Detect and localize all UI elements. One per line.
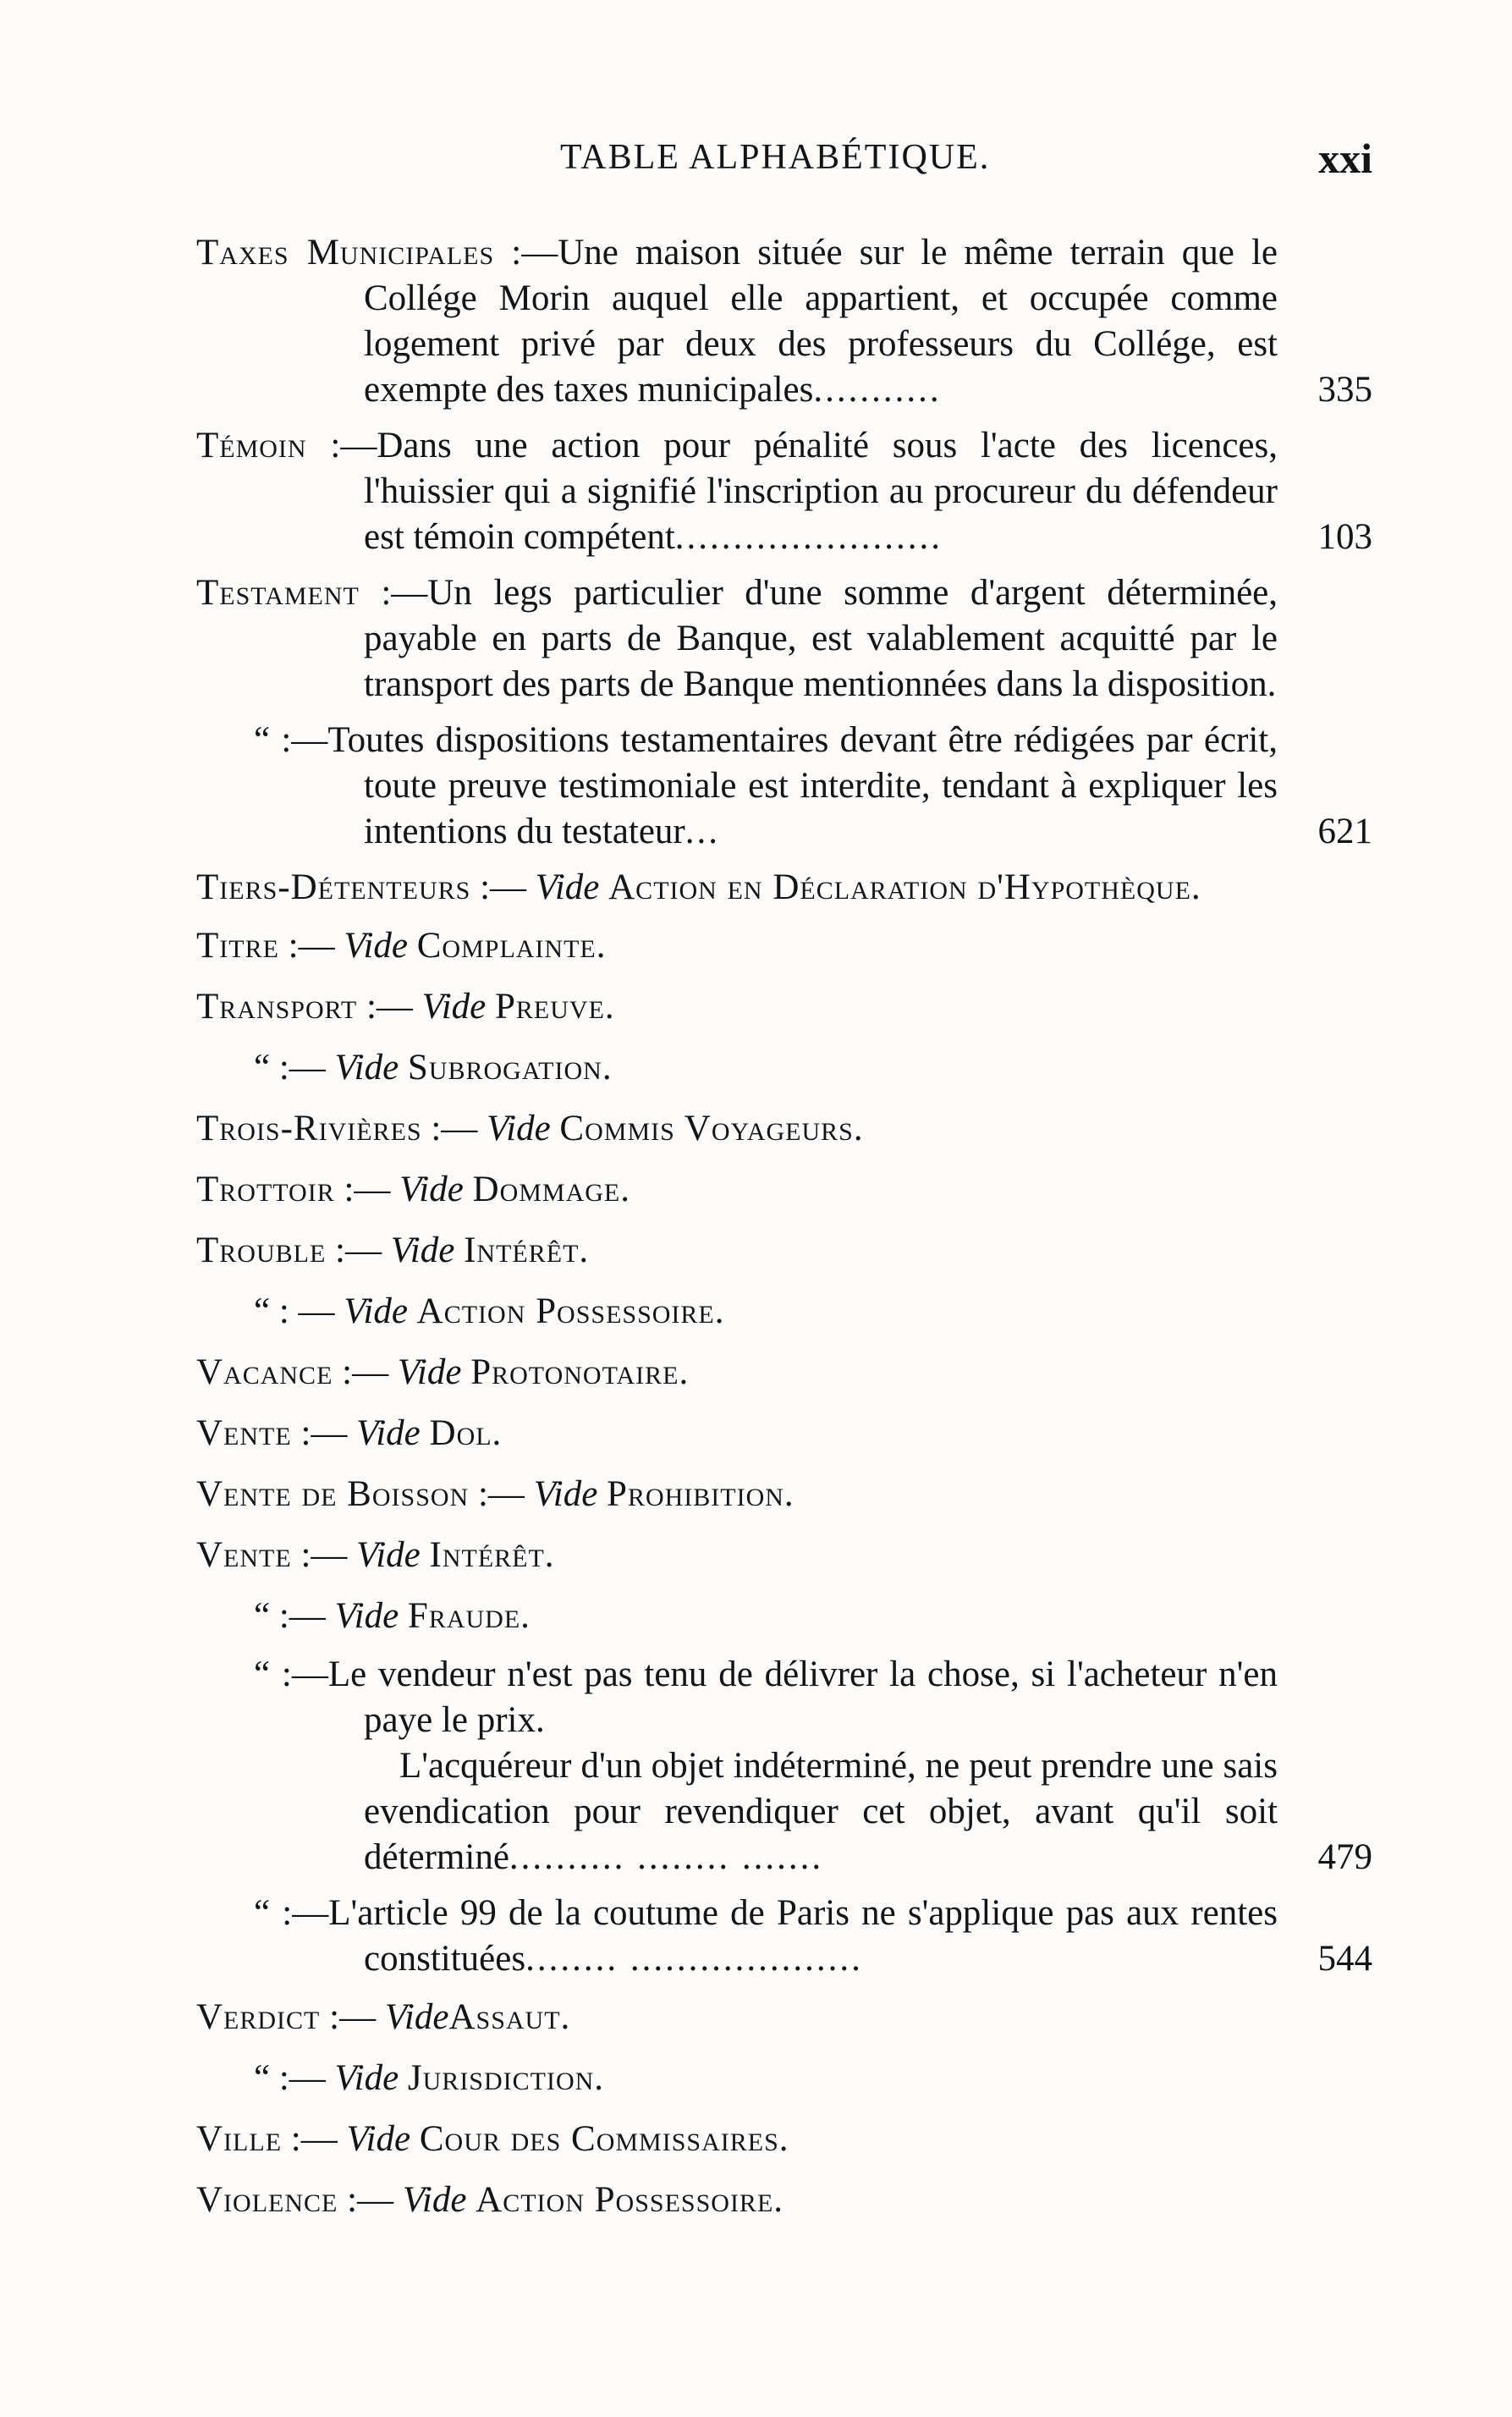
cross-reference: Jurisdiction. [407, 2058, 605, 2098]
entry-heading: Testament [196, 573, 360, 613]
entry-separator: :— [359, 573, 428, 613]
page-number: xxi [1318, 135, 1372, 182]
entry-heading: Trois-Rivières [196, 1109, 422, 1148]
vide-label: Vide [402, 2180, 467, 2220]
vide-label: Vide [356, 1413, 421, 1453]
entry-text: Une maison située sur le même terrain que le Collége Morin auquel elle appartient, et occupée comme logement privé par deux des professeurs du Collége, est exempte des taxes municipales [364, 233, 1278, 410]
entry-text: Dans une action pour pénalité sous l'acte des licences, l'huissier qui a signifié l'inscription au procureur du défendeur est témoin compétent [364, 426, 1278, 557]
entry-text: Un legs particulier d'une somme d'argent déterminée, payable en parts de Banque, est valablement acquitté par le transport des parts de Banque mentionnées dans la disposition. [364, 573, 1278, 704]
vide-label: Vide [421, 987, 487, 1027]
ditto-mark: “ [254, 2058, 271, 2098]
index-entry [196, 921, 1372, 972]
cross-reference: Action Possessoire. [416, 1291, 725, 1331]
index-entry [196, 423, 1372, 560]
entry-separator: :— [270, 1654, 328, 1694]
entry-heading: Verdict [196, 1997, 321, 2037]
vide-label: Vide [397, 1352, 462, 1392]
ditto-mark: “ [254, 1291, 271, 1331]
entry-heading: Titre [196, 926, 279, 966]
entry-page-number: 335 [1317, 370, 1372, 410]
vide-label: Vide [533, 1474, 598, 1514]
ditto-mark: “ [254, 1596, 271, 1636]
index-entry [196, 1104, 1372, 1154]
entry-heading: Témoin [196, 426, 307, 465]
cross-reference: Assaut. [448, 1997, 571, 2037]
entry-separator: :— [291, 1535, 357, 1575]
entry-separator: :— [357, 987, 422, 1027]
index-entry [196, 865, 1372, 911]
index-entry [196, 2175, 1372, 2226]
entry-heading: Vacance [196, 1352, 333, 1392]
entry-separator: :— [494, 233, 558, 273]
entry-text: Toutes dispositions testamentaires devant être rédigées par écrit, toute preuve testimoniale est interdite, tendant à expliquer les intentions du testateur [327, 720, 1278, 851]
running-title: TABLE ALPHABÉTIQUE. [560, 138, 991, 177]
entry-heading: Vente [196, 1535, 292, 1575]
entry-separator: :— [421, 1109, 487, 1148]
index-entry-ditto [196, 1286, 1372, 1337]
entry-separator: :— [470, 867, 536, 907]
index-entry-ditto [196, 1891, 1372, 1982]
leader-dots: ... [685, 812, 721, 851]
entry-page-number: 544 [1317, 1939, 1372, 1979]
vide-label: Vide [356, 1535, 421, 1575]
cross-reference: Prohibition. [607, 1474, 794, 1514]
index-entry [196, 1347, 1372, 1398]
leader-dots: ....................... [674, 517, 943, 557]
vide-label: Vide [334, 1048, 399, 1087]
entry-page-number: 479 [1317, 1837, 1372, 1877]
entry-separator: :— [291, 1413, 357, 1453]
entry-separator: :— [270, 2058, 335, 2098]
page-header [196, 137, 1372, 188]
cross-reference: Preuve. [495, 987, 615, 1027]
cross-reference: Protonotaire. [470, 1352, 690, 1392]
entry-heading: Ville [196, 2119, 283, 2159]
ditto-mark: “ [254, 1654, 271, 1694]
index-entries [196, 230, 1372, 2236]
cross-reference: Fraude. [407, 1596, 531, 1636]
index-entry [196, 1469, 1372, 1520]
entry-separator: :— [270, 1048, 335, 1087]
entry-text: L'article 99 de la coutume de Paris ne s'applique pas aux rentes constituées [328, 1893, 1278, 1979]
entry-heading: Trouble [196, 1231, 327, 1270]
vide-label: Vide [384, 1997, 449, 2037]
entry-text: L'acquéreur d'un objet indéterminé, ne peut prendre une sais evendication pour revendiquer cet objet, avant qu'il soit déterminé [364, 1746, 1278, 1877]
cross-reference: Subrogation. [407, 1048, 613, 1087]
entry-separator: : — [270, 1291, 344, 1331]
entry-separator: :— [338, 2180, 403, 2220]
entry-heading: Trottoir [196, 1170, 335, 1209]
cross-reference: Complainte. [416, 926, 607, 966]
vide-label: Vide [344, 1291, 408, 1331]
vide-label: Vide [346, 2119, 411, 2159]
vide-label: Vide [487, 1109, 551, 1148]
vide-label: Vide [390, 1231, 455, 1270]
entry-separator: :— [469, 1474, 534, 1514]
entry-separator: :— [282, 2119, 347, 2159]
index-entry [196, 1408, 1372, 1459]
index-entry [196, 1164, 1372, 1215]
leader-dots: ........... [813, 370, 942, 410]
leader-dots: .......... ........ ....... [509, 1837, 824, 1877]
index-entry [196, 2114, 1372, 2165]
leader-dots: ........ .................... [525, 1939, 863, 1979]
ditto-mark: “ [254, 1048, 271, 1087]
cross-reference: Intérêt. [429, 1535, 555, 1575]
index-entry [196, 1225, 1372, 1276]
entry-heading: Tiers-Détenteurs [196, 867, 471, 907]
index-entry-ditto [196, 2053, 1372, 2104]
entry-heading: Taxes Municipales [196, 233, 495, 273]
entry-page-number: 621 [1317, 812, 1372, 851]
ditto-mark: “ [254, 1893, 271, 1933]
vide-label: Vide [334, 1596, 399, 1636]
cross-reference: Dommage. [472, 1170, 631, 1209]
index-entry [196, 570, 1372, 707]
index-entry [196, 230, 1372, 413]
entry-separator: :— [320, 1997, 385, 2037]
entry-text: Le vendeur n'est pas tenu de délivrer la chose, si l'acheteur n'en paye le prix. [327, 1654, 1278, 1740]
entry-separator: :— [333, 1352, 398, 1392]
vide-label: Vide [399, 1170, 464, 1209]
entry-heading: Violence [196, 2180, 338, 2220]
index-entry [196, 1530, 1372, 1581]
index-entry-ditto [196, 718, 1372, 855]
index-entry [196, 1992, 1372, 2043]
cross-reference: Dol. [429, 1413, 503, 1453]
entry-separator: :— [270, 720, 328, 760]
ditto-mark: “ [254, 720, 271, 760]
cross-reference: Cour des Commissaires. [419, 2119, 789, 2159]
entry-separator: :— [334, 1170, 400, 1209]
entry-heading: Vente [196, 1413, 292, 1453]
index-entry-ditto [196, 1652, 1372, 1743]
entry-page-number: 103 [1317, 517, 1372, 557]
cross-reference: Action en Déclaration d'Hypothèque. [608, 867, 1201, 907]
entry-heading: Vente de Boisson [196, 1474, 470, 1514]
cross-reference: Action Possessoire. [476, 2180, 784, 2220]
cross-reference: Commis Voyageurs. [559, 1109, 864, 1148]
index-entry-paragraph [196, 1743, 1372, 1880]
entry-separator: :— [326, 1231, 391, 1270]
entry-separator: :— [270, 1596, 335, 1636]
entry-heading: Transport [196, 987, 358, 1027]
index-entry [196, 982, 1372, 1032]
index-entry-ditto [196, 1043, 1372, 1093]
entry-separator: :— [270, 1893, 329, 1933]
cross-reference: Intérêt. [464, 1231, 590, 1270]
index-entry-ditto [196, 1591, 1372, 1642]
vide-label: Vide [535, 867, 600, 907]
vide-label: Vide [344, 926, 408, 966]
vide-label: Vide [334, 2058, 399, 2098]
entry-separator: :— [306, 426, 377, 465]
entry-separator: :— [278, 926, 344, 966]
